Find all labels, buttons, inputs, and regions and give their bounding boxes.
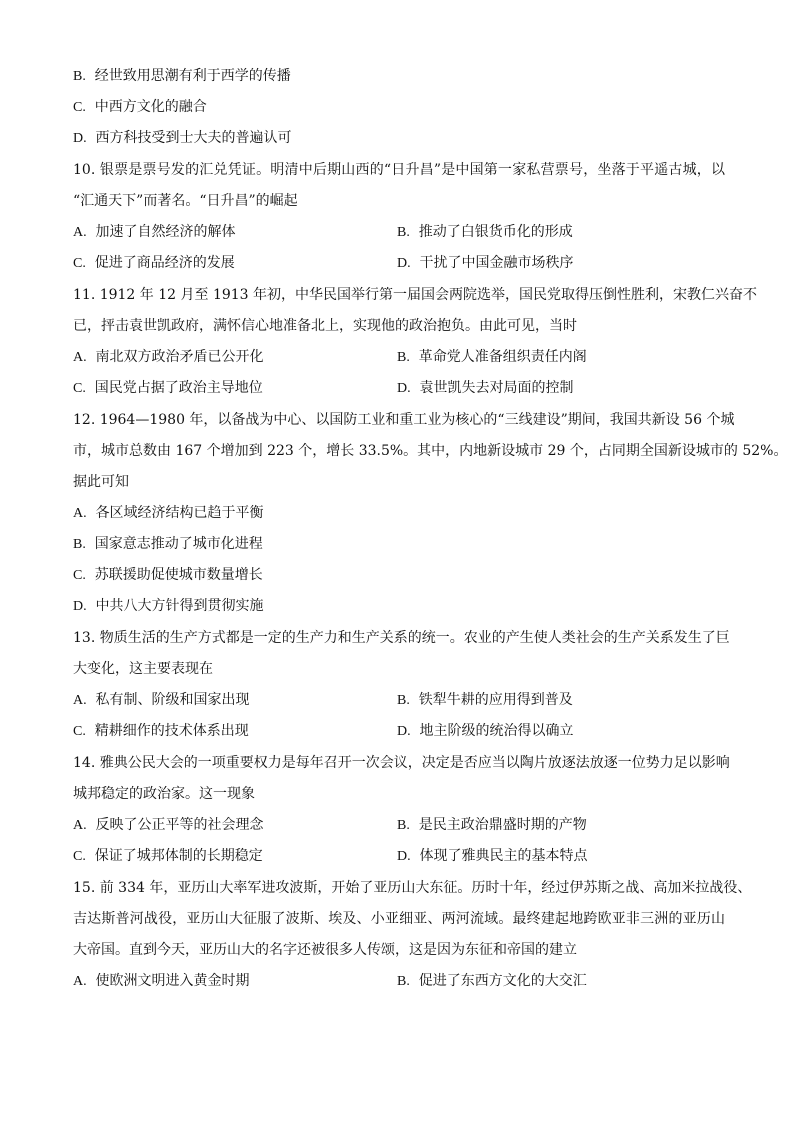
q9-option-b: B. 经世致用思潮有利于西学的传播 xyxy=(73,68,291,84)
q10-option-d: D. 干扰了中国金融市场秩序 xyxy=(397,255,574,271)
q14-stem-line-2: 城邦稳定的政治家。这一现象 xyxy=(73,786,255,802)
q14-option-a: A. 反映了公正平等的社会理念 xyxy=(73,817,264,833)
q14-option-c: C. 保证了城邦体制的长期稳定 xyxy=(73,848,263,864)
q15-stem-line-2: 吉达斯普河战役，亚历山大征服了波斯、埃及、小亚细亚、两河流域。最终建起地跨欧亚非三洲的亚历山 xyxy=(73,911,725,927)
q15-stem-line-3: 大帝国。直到今天，亚历山大的名字还被很多人传颂，这是因为东征和帝国的建立 xyxy=(73,942,577,958)
q10-stem-line-1: 10. 银票是票号发的汇兑凭证。明清中后期山西的“日升昌”是中国第一家私营票号，坐落于平遥古城，以 xyxy=(73,162,725,178)
q11-stem-line-1: 11. 1912 年 12 月至 1913 年初，中华民国举行第一届国会两院选举，国民党取得压倒性胜利，宋教仁兴奋不 xyxy=(73,287,758,303)
q9-option-c: C. 中西方文化的融合 xyxy=(73,99,207,115)
q10-stem-line-2: “汇通天下”而著名。“日升昌”的崛起 xyxy=(73,193,298,209)
q10-option-c: C. 促进了商品经济的发展 xyxy=(73,255,235,271)
q13-option-b: B. 铁犁牛耕的应用得到普及 xyxy=(397,692,573,708)
q15-option-a: A. 使欧洲文明进入黄金时期 xyxy=(73,973,250,989)
q11-option-b: B. 革命党人准备组织责任内阁 xyxy=(397,349,587,365)
q12-option-d: D. 中共八大方针得到贯彻实施 xyxy=(73,598,264,614)
q14-option-b: B. 是民主政治鼎盛时期的产物 xyxy=(397,817,587,833)
q12-stem-line-1: 12. 1964—1980 年，以备战为中心、以国防工业和重工业为核心的“三线建设”期间，我国共新设 56 个城 xyxy=(73,412,735,428)
q12-stem-line-2: 市，城市总数由 167 个增加到 223 个，增长 33.5%。其中，内地新设城市 29 个，占同期全国新设城市的 52%。 xyxy=(73,443,788,459)
q11-option-a: A. 南北双方政治矛盾已公开化 xyxy=(73,349,264,365)
q9-option-d: D. 西方科技受到士大夫的普遍认可 xyxy=(73,130,292,146)
q11-option-d: D. 袁世凯失去对局面的控制 xyxy=(397,380,574,396)
q13-option-a: A. 私有制、阶级和国家出现 xyxy=(73,692,250,708)
q15-stem-line-1: 15. 前 334 年，亚历山大率军进攻波斯，开始了亚历山大东征。历时十年，经过伊苏斯之战、高加米拉战役、 xyxy=(73,880,752,896)
q11-stem-line-2: 已，抨击袁世凯政府，满怀信心地准备北上，实现他的政治抱负。由此可见，当时 xyxy=(73,318,577,334)
q14-stem-line-1: 14. 雅典公民大会的一项重要权力是每年召开一次会议，决定是否应当以陶片放逐法放逐一位势力足以影响 xyxy=(73,755,730,771)
q15-option-b: B. 促进了东西方文化的大交汇 xyxy=(397,973,587,989)
q14-option-d: D. 体现了雅典民主的基本特点 xyxy=(397,848,588,864)
q13-stem-line-2: 大变化，这主要表现在 xyxy=(73,661,213,677)
q12-option-a: A. 各区域经济结构已趋于平衡 xyxy=(73,505,264,521)
q10-option-a: A. 加速了自然经济的解体 xyxy=(73,224,236,240)
q13-option-d: D. 地主阶级的统治得以确立 xyxy=(397,723,574,739)
q13-option-c: C. 精耕细作的技术体系出现 xyxy=(73,723,249,739)
q10-option-b: B. 推动了白银货币化的形成 xyxy=(397,224,573,240)
q13-stem-line-1: 13. 物质生活的生产方式都是一定的生产力和生产关系的统一。农业的产生使人类社会的生产关系发生了巨 xyxy=(73,630,730,646)
q12-option-c: C. 苏联援助促使城市数量增长 xyxy=(73,567,263,583)
q12-stem-line-3: 据此可知 xyxy=(73,474,129,490)
q11-option-c: C. 国民党占据了政治主导地位 xyxy=(73,380,263,396)
q12-option-b: B. 国家意志推动了城市化进程 xyxy=(73,536,263,552)
